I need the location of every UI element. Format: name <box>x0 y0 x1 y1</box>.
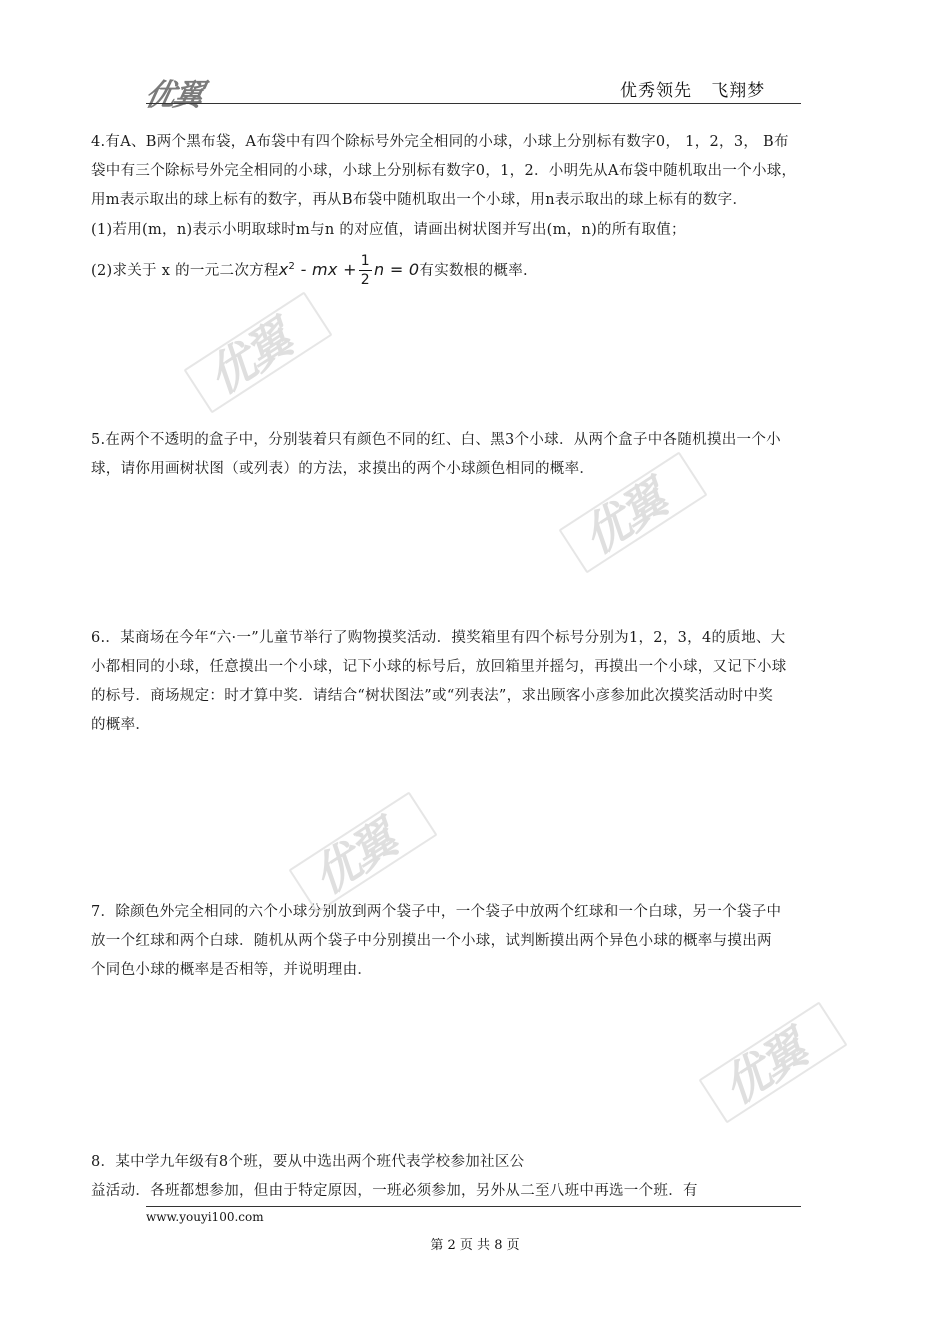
problem-7-line: 7．除颜色外完全相同的六个小球分别放到两个袋子中，一个袋子中放两个红球和一个白球，另一个袋子中 <box>91 904 782 920</box>
problem-5-line: 球，请你用画树状图（或列表）的方法，求摸出的两个小球颜色相同的概率． <box>91 461 595 477</box>
problem-8 <box>91 1148 871 1206</box>
watermark-text: 优翼 <box>713 1022 815 1115</box>
problem-5-line: 5.在两个不透明的盒子中，分别装着只有颜色不同的红、白、黑3个小球．从两个盒子中各随机摸出一个小 <box>91 432 781 448</box>
header-slogan: 优秀领先 飞翔梦 <box>620 81 766 101</box>
watermark-text: 优翼 <box>573 472 675 565</box>
watermark-logo <box>178 280 342 420</box>
problem-4-line: 袋中有三个除标号外完全相同的小球，小球上分别标有数字0，1，2．小明先从A布袋中随机取出一个小球， <box>91 163 797 179</box>
equation-x: x <box>278 259 289 279</box>
watermark-text: 优翼 <box>198 312 300 405</box>
problem-4 <box>91 128 871 293</box>
watermark-logo <box>693 990 857 1130</box>
equation-exponent: 2 <box>288 261 296 272</box>
problem-4-line: 用m表示取出的球上标有的数字，再从B布袋中随机取出一个小球，用n表示取出的球上标有的数字． <box>91 192 748 208</box>
equation-fraction <box>359 252 372 289</box>
problem-6-line: 小都相同的小球，任意摸出一个小球，记下小球的标号后，放回箱里并摇匀，再摸出一个小球，又记下小球 <box>91 659 787 675</box>
problem-6 <box>91 624 871 740</box>
fraction-denominator: 2 <box>360 272 370 289</box>
problem-5 <box>91 426 871 484</box>
problem-8-line: 8．某中学九年级有8个班，要从中选出两个班代表学校参加社区公 <box>91 1154 525 1170</box>
problem-6-line: 的标号．商场规定：时才算中奖．请结合“树状图法”或“列表法”，求出顾客小彦参加此次摸奖活动时中奖 <box>91 688 774 704</box>
equation-n-term: n = 0 <box>374 259 420 279</box>
problem-7 <box>91 898 871 985</box>
problem-4-equation-line <box>91 245 871 293</box>
footer-rule <box>146 1206 801 1207</box>
watermark-text: 优翼 <box>303 812 405 905</box>
problem-4-line: (1)若用(m，n)表示小明取球时m与n 的对应值，请画出树状图并写出(m，n)的所有取值； <box>91 222 686 238</box>
equation-suffix: 有实数根的概率. <box>419 262 528 279</box>
problem-7-line: 个同色小球的概率是否相等，并说明理由． <box>91 962 373 978</box>
equation-mx-term: - mx + <box>295 259 357 279</box>
problem-7-line: 放一个红球和两个白球．随机从两个袋子中分别摸出一个小球，试判断摸出两个异色小球的概率与摸出两 <box>91 933 772 949</box>
header-rule <box>146 103 801 104</box>
problem-6-line: 的概率． <box>91 717 151 733</box>
footer-url: www.youyi100.com <box>146 1210 264 1224</box>
problem-8-line: 益活动．各班都想参加，但由于特定原因，一班必须参加，另外从二至八班中再选一个班．有 <box>91 1183 698 1199</box>
fraction-numerator: 1 <box>360 253 370 270</box>
page-number: 第 2 页 共 8 页 <box>430 1238 520 1253</box>
equation-prefix: (2)求关于 x 的一元二次方程 <box>91 262 279 279</box>
problem-4-line: 4.有A、B两个黑布袋，A布袋中有四个除标号外完全相同的小球，小球上分别标有数字0， 1，2，3， B布 <box>91 134 789 150</box>
problem-6-line: 6.．某商场在今年“六·一”儿童节举行了购物摸奖活动．摸奖箱里有四个标号分别为1，2，3，4的质地、大 <box>91 630 786 646</box>
header-logo: 优翼 <box>141 78 205 113</box>
